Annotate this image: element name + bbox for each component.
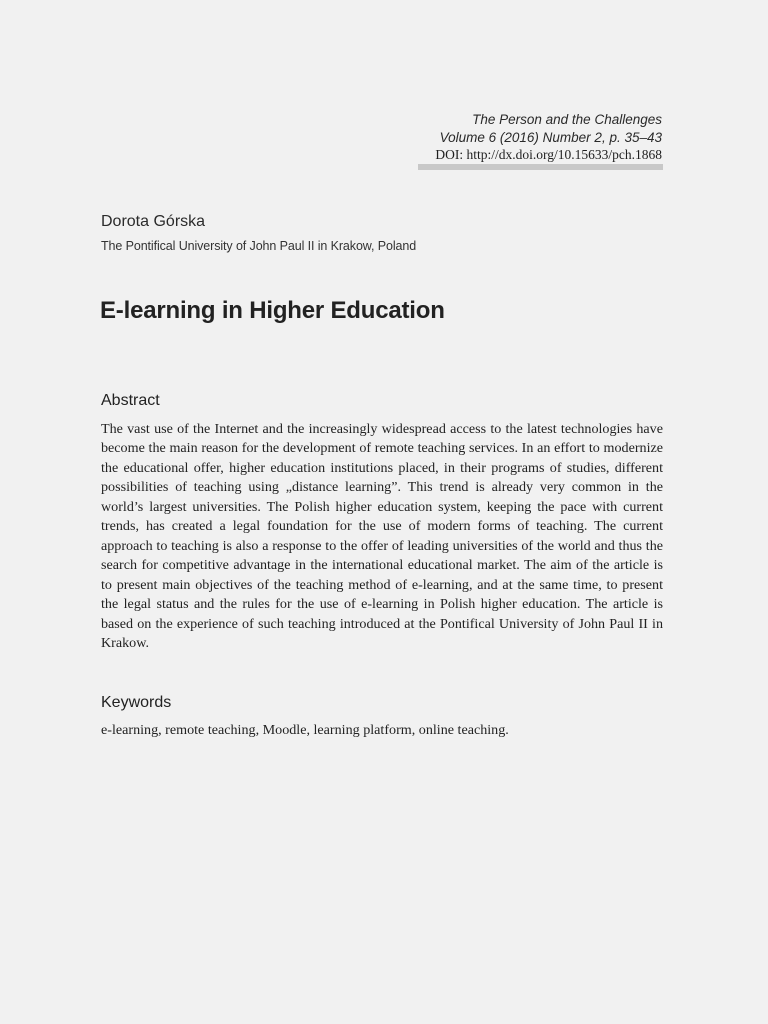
keywords-text: e-learning, remote teaching, Moodle, learning platform, online teaching.: [101, 722, 509, 738]
journal-title: The Person and the Challenges: [472, 112, 662, 127]
abstract-heading: Abstract: [101, 392, 160, 409]
author-affiliation: The Pontifical University of John Paul II in Krakow, Poland: [101, 239, 417, 253]
header-rule: [418, 164, 663, 170]
journal-header: [362, 111, 662, 164]
keywords-heading: Keywords: [101, 694, 172, 711]
author-name: Dorota Górska: [101, 213, 206, 230]
article-title: E-learning in Higher Education: [100, 297, 445, 324]
abstract-text: The vast use of the Internet and the increasingly widespread access to the latest technologies have become the main reason for the development of remote teaching services. In an effort to modernize the educational offer, higher education institutions placed, in their programs of studies, different possibilities of teaching using „distance learning”. This trend is already very common in the world’s largest universities. The Polish higher education system, keeping the pace with current trends, has created a legal foundation for the use of modern forms of teaching. The current approach to teaching is also a response to the offer of leading universities of the world and thus the search for competitive advantage in the international educational market. The aim of the article is to present main objectives of the teaching method of e-learning, and at the same time, to present the legal status and the rules for the use of e-learning in Polish higher education. The article is based on the experience of such teaching introduced at the Pontifical University of John Paul II in Krakow.: [101, 421, 663, 651]
journal-doi: DOI: http://dx.doi.org/10.15633/pch.1868: [435, 147, 662, 162]
journal-volume: Volume 6 (2016) Number 2, p. 35–43: [439, 129, 662, 145]
